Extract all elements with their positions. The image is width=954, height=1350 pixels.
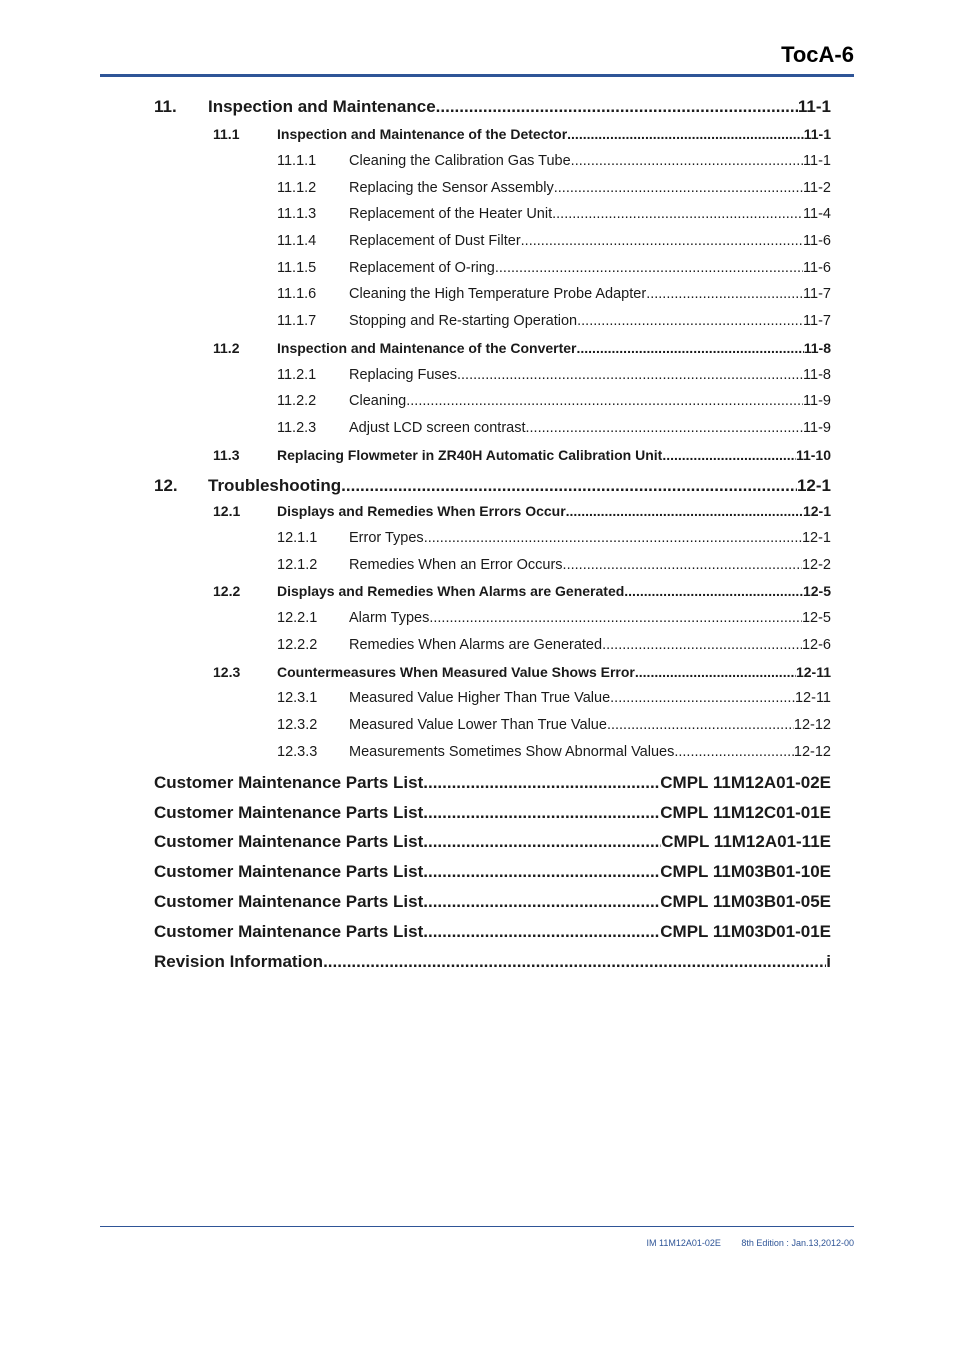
toc-entry-page: CMPL 11M03B01-05E [660, 892, 831, 911]
toc-entry[interactable] [277, 420, 831, 436]
dot-leader [423, 892, 660, 912]
toc-entry[interactable] [277, 557, 831, 573]
toc-entry-number: 11.2 [213, 340, 240, 356]
toc-entry[interactable] [154, 832, 831, 852]
toc-entry[interactable] [277, 393, 831, 409]
toc-entry-title: Replacing the Sensor Assembly [349, 180, 554, 196]
dot-leader [552, 206, 803, 222]
toc-entry-title: Alarm Types [349, 610, 430, 626]
toc-entry-title: Replacement of the Heater Unit [349, 206, 553, 222]
toc-entry-page: 11-8 [803, 367, 831, 383]
toc-entry-page: 11-7 [803, 286, 831, 302]
toc-entry[interactable] [154, 773, 831, 793]
toc-entry[interactable] [154, 952, 831, 972]
toc-entry-number: 11.1.6 [277, 286, 317, 302]
toc-entry-page: i [826, 952, 831, 971]
toc-entry-number: 11.1.3 [277, 206, 317, 222]
toc-entry-number: 12.3.3 [277, 744, 318, 760]
toc-entry[interactable] [277, 180, 831, 196]
toc-entry-number: 11.1.5 [277, 260, 317, 276]
dot-leader [424, 530, 802, 546]
dot-leader [635, 664, 796, 680]
toc-entry-title: Cleaning [349, 393, 407, 409]
toc-entry-page: 12-11 [795, 664, 831, 680]
toc-entry-page: 11-9 [803, 420, 831, 436]
toc-entry[interactable] [154, 922, 831, 942]
toc-entry[interactable] [277, 260, 831, 276]
toc-entry-number: 11. [154, 97, 177, 116]
toc-entry-page: 11-1 [803, 126, 831, 142]
dot-leader [571, 153, 803, 169]
dot-leader [602, 637, 802, 653]
toc-entry-title: Displays and Remedies When Errors Occur [277, 503, 566, 519]
dot-leader [662, 447, 796, 463]
toc-entry-page: 11-2 [803, 180, 831, 196]
toc-entry-page: 12-12 [793, 744, 831, 760]
toc-entry-title: Cleaning the High Temperature Probe Adapter [349, 286, 647, 302]
toc-entry[interactable] [277, 610, 831, 626]
footer-doc-id: IM 11M12A01-02E [646, 1238, 721, 1248]
toc-entry-title: Error Types [349, 530, 424, 546]
toc-entry-page: CMPL 11M12A01-11E [661, 832, 831, 851]
toc-entry-page: 12-1 [801, 530, 831, 546]
toc-entry-number: 11.2.2 [277, 393, 317, 409]
dot-leader [423, 773, 660, 793]
dot-leader [423, 832, 661, 852]
toc-entry-title: Measured Value Lower Than True Value [349, 717, 607, 733]
toc-entry-number: 11.2.3 [277, 420, 317, 436]
toc-entry-number: 12.1.2 [277, 557, 318, 573]
toc-entry-number: 11.1.7 [277, 313, 317, 329]
toc-entry-number: 12.1.1 [277, 530, 318, 546]
toc-entry-title: Inspection and Maintenance [208, 97, 436, 116]
toc-entry-page: 11-9 [803, 393, 831, 409]
toc-entry-page: 11-6 [803, 233, 831, 249]
toc-entry[interactable] [213, 583, 831, 599]
toc-entry-title: Customer Maintenance Parts List [154, 832, 424, 851]
page-header [100, 36, 854, 76]
toc-entry[interactable] [213, 447, 831, 463]
toc-entry-number: 12.1 [213, 503, 241, 519]
toc-entry-page: 12-5 [802, 583, 831, 599]
toc-entry-title: Adjust LCD screen contrast [349, 420, 526, 436]
toc-entry-page: 11-6 [803, 260, 831, 276]
dot-leader [674, 744, 794, 760]
page-id: TocA-6 [781, 42, 854, 67]
footer-rule [100, 1226, 854, 1227]
toc-entry-title: Remedies When Alarms are Generated [349, 637, 603, 653]
dot-leader [563, 557, 802, 573]
toc-entry-page: CMPL 11M03B01-10E [660, 862, 831, 881]
toc-entry-number: 11.2.1 [277, 367, 317, 383]
toc-entry[interactable] [277, 367, 831, 383]
dot-leader [577, 340, 804, 356]
page-footer [629, 1238, 854, 1248]
toc-entry-number: 12.3 [213, 664, 241, 680]
dot-leader [566, 503, 803, 519]
toc-entry-number: 12.3.2 [277, 717, 318, 733]
toc-entry[interactable] [277, 313, 831, 329]
toc-entry[interactable] [277, 717, 831, 733]
toc-entry-title: Inspection and Maintenance of the Detector [277, 126, 568, 142]
toc-entry-title: Inspection and Maintenance of the Converter [277, 340, 577, 356]
toc-entry[interactable] [154, 97, 831, 117]
toc-entry[interactable] [277, 744, 831, 760]
toc-entry-number: 12.3.1 [277, 690, 318, 706]
toc-entry-title: Displays and Remedies When Alarms are Generated [277, 583, 625, 599]
toc-entry-number: 11.1.2 [277, 180, 317, 196]
toc-entry-page: 11-4 [803, 206, 831, 222]
toc-entry[interactable] [154, 892, 831, 912]
toc-entry-page: 12-2 [801, 557, 831, 573]
toc-entry-title: Replacing Fuses [349, 367, 457, 383]
toc-entry-title: Customer Maintenance Parts List [154, 922, 424, 941]
dot-leader [423, 922, 660, 942]
dot-leader [429, 610, 802, 626]
toc-entry-title: Measured Value Higher Than True Value [349, 690, 611, 706]
toc-entry-title: Measurements Sometimes Show Abnormal Values [349, 744, 675, 760]
toc-entry-page: 12-6 [801, 637, 831, 653]
dot-leader [406, 393, 803, 409]
toc-entry-page: 11-10 [795, 447, 831, 463]
dot-leader [526, 420, 804, 436]
toc-entry[interactable] [277, 530, 831, 546]
toc-entry-title: Revision Information [154, 952, 324, 971]
toc-entry-number: 11.1 [213, 126, 240, 142]
toc-entry-title: Replacement of O-ring [349, 260, 495, 276]
toc-entry[interactable] [213, 664, 831, 680]
toc-entry[interactable] [213, 126, 831, 142]
toc-entry[interactable] [277, 286, 831, 302]
dot-leader [341, 476, 797, 496]
toc-entry[interactable] [277, 153, 831, 169]
toc-entry-number: 11.1.4 [277, 233, 317, 249]
toc-entry-number: 12.2.2 [277, 637, 318, 653]
toc-entry-page: 11-8 [803, 340, 831, 356]
toc-entry-page: 11-7 [803, 313, 831, 329]
toc-entry-title: Stopping and Re-starting Operation [349, 313, 578, 329]
toc-entry-title: Replacement of Dust Filter [349, 233, 521, 249]
dot-leader [607, 717, 794, 733]
toc-entry-number: 12.2.1 [277, 610, 318, 626]
toc-entry-title: Customer Maintenance Parts List [154, 803, 424, 822]
dot-leader [323, 952, 826, 972]
dot-leader [610, 690, 795, 706]
header-rule [100, 74, 854, 77]
toc-entry-page: 11-1 [797, 97, 831, 116]
toc-entry[interactable] [154, 862, 831, 882]
toc-entry-title: Remedies When an Error Occurs [349, 557, 563, 573]
toc-entry-number: 11.3 [213, 447, 240, 463]
dot-leader [423, 862, 660, 882]
toc-entry[interactable] [277, 233, 831, 249]
toc-entry-title: Countermeasures When Measured Value Shows Error [277, 664, 635, 680]
toc-entry-number: 11.1.1 [277, 153, 317, 169]
toc-entry[interactable] [277, 690, 831, 706]
toc-entry-page: 12-5 [801, 610, 831, 626]
toc-entry-title: Replacing Flowmeter in ZR40H Automatic Calibration Unit [277, 447, 663, 463]
dot-leader [646, 286, 803, 302]
footer-edition: 8th Edition : Jan.13,2012-00 [741, 1238, 854, 1248]
toc-entry[interactable] [277, 206, 831, 222]
toc-entry-title: Customer Maintenance Parts List [154, 773, 424, 792]
toc-entry[interactable] [154, 476, 831, 496]
toc-entry[interactable] [154, 803, 831, 823]
toc-entry-page: CMPL 11M12C01-01E [660, 803, 831, 822]
dot-leader [423, 803, 660, 823]
dot-leader [495, 260, 803, 276]
dot-leader [577, 313, 803, 329]
toc-entry-page: 12-1 [796, 476, 831, 495]
dot-leader [457, 367, 803, 383]
dot-leader [521, 233, 803, 249]
toc-entry-number: 12. [154, 476, 178, 495]
toc-entry-page: CMPL 11M03D01-01E [660, 922, 831, 941]
toc-entry-title: Troubleshooting [208, 476, 342, 495]
toc-entry-number: 12.2 [213, 583, 241, 599]
toc-entry[interactable] [213, 340, 831, 356]
toc-entry-title: Customer Maintenance Parts List [154, 892, 424, 911]
toc-entry-page: 11-1 [803, 153, 831, 169]
toc-entry-title: Cleaning the Calibration Gas Tube [349, 153, 571, 169]
toc-entry-page: 12-11 [794, 690, 831, 706]
dot-leader [567, 126, 804, 142]
toc-entry-page: CMPL 11M12A01-02E [660, 773, 831, 792]
toc-entry-title: Customer Maintenance Parts List [154, 862, 424, 881]
dot-leader [554, 180, 803, 196]
toc-entry-page: 12-1 [802, 503, 831, 519]
toc-entry-page: 12-12 [793, 717, 831, 733]
toc-entry[interactable] [213, 503, 831, 519]
dot-leader [624, 583, 803, 599]
dot-leader [436, 97, 798, 117]
toc-entry[interactable] [277, 637, 831, 653]
